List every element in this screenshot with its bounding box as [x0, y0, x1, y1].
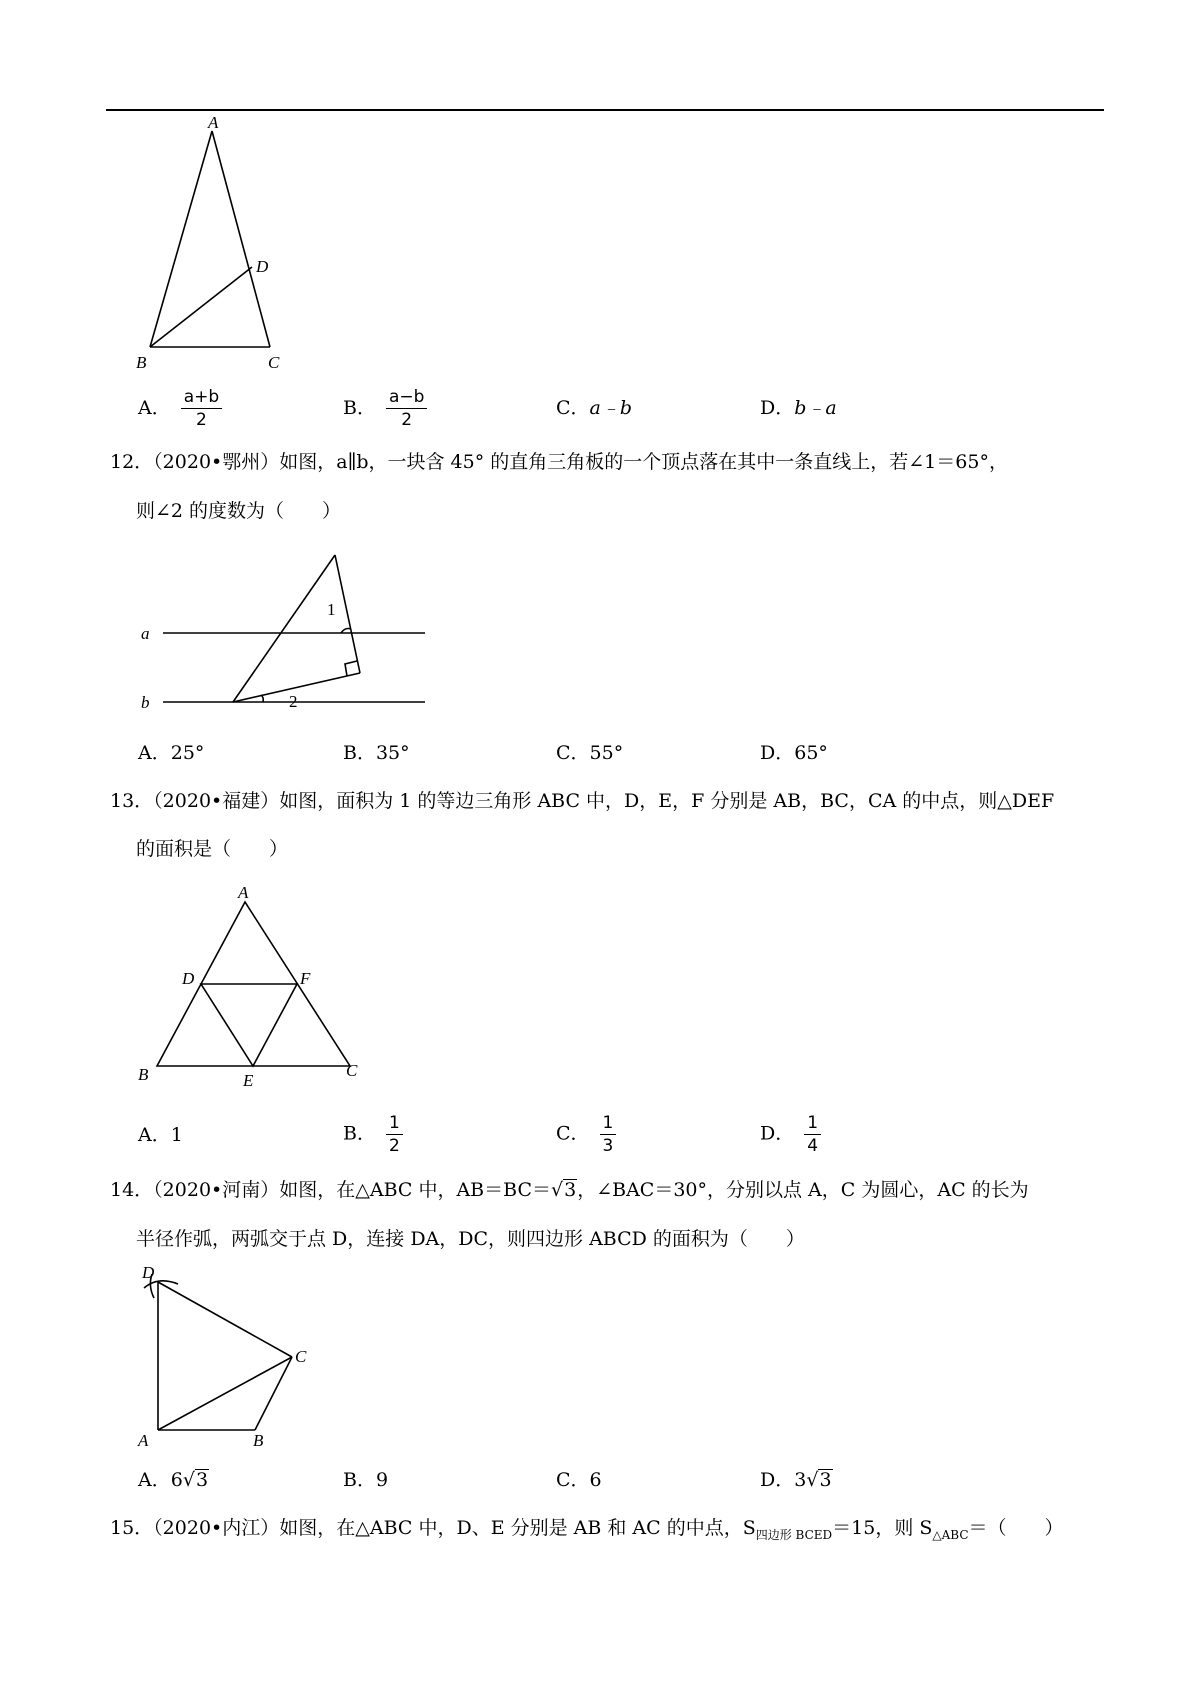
q12-option-b [343, 741, 410, 765]
sqrt-radicand: 3 [819, 1469, 832, 1491]
q14-option-d [760, 1468, 833, 1492]
option-label: A． [138, 396, 171, 419]
q13-stem-line1: 13．（2020•福建）如图，面积为 1 的等边三角形 ABC 中，D，E，F 分别是 AB，BC，CA 的中点，则△DEF [110, 790, 1055, 812]
numerator: a+b [181, 386, 222, 409]
q12-triangle-leg1 [335, 555, 360, 673]
sqrt-sign: √ [182, 1469, 195, 1491]
q11-option-a [138, 386, 222, 431]
numerator: 1 [386, 1112, 403, 1135]
q13-label-d: D [182, 969, 195, 988]
option-label: A． [138, 1124, 171, 1146]
subscript: 四边形 BCED [755, 1527, 833, 1542]
numerator: 1 [804, 1112, 821, 1135]
option-label: C． [556, 742, 590, 764]
q12-label-1: 1 [327, 600, 336, 619]
option-text: 35° [375, 742, 410, 764]
fraction [804, 1112, 821, 1157]
option-coef: 6 [170, 1469, 183, 1491]
option-label: C． [556, 1122, 590, 1145]
q14-label-d: D [142, 1263, 155, 1282]
q12-figure [135, 545, 435, 720]
q12-label-a: a [141, 624, 150, 643]
option-label: B． [343, 1122, 376, 1145]
option-label: B． [343, 396, 376, 419]
numerator: 1 [600, 1112, 617, 1135]
option-text: 25° [170, 742, 205, 764]
q13-triangle-def [201, 984, 297, 1066]
q12-option-d [760, 741, 828, 765]
q12-option-c [556, 741, 623, 765]
option-label: B． [343, 742, 376, 764]
q13-option-b [343, 1112, 403, 1157]
q13-label-e: E [243, 1071, 254, 1090]
q11-label-a: A [208, 115, 219, 132]
q14-option-c [556, 1468, 602, 1492]
q12-label-2: 2 [289, 692, 298, 711]
option-text: 65° [794, 742, 828, 764]
q14-stem-line1 [110, 1178, 1029, 1202]
fraction [386, 386, 427, 431]
denominator: 3 [602, 1136, 614, 1156]
q13-option-c [556, 1112, 616, 1157]
q11-label-d: D [256, 257, 269, 276]
q14-label-b: B [253, 1431, 264, 1450]
option-text: 55° [589, 742, 624, 764]
q14-segment-dc [158, 1282, 292, 1357]
q12-angle2-arc [261, 695, 263, 702]
option-label: D． [760, 1469, 795, 1491]
option-label: C． [556, 397, 590, 419]
option-text: 6 [589, 1469, 602, 1491]
option-label: A． [138, 742, 171, 764]
q11-option-c [556, 396, 632, 420]
stem-text: ＝15，则 S [832, 1517, 933, 1539]
subscript: △ABC [932, 1527, 969, 1542]
q11-label-c: C [268, 353, 280, 372]
sqrt-radicand: 3 [195, 1469, 209, 1491]
fraction [386, 1112, 403, 1157]
q14-stem-line2: 半径作弧，两弧交于点 D，连接 DA，DC，则四边形 ABCD 的面积为（ ） [136, 1228, 805, 1250]
q11-segment-bd [150, 267, 252, 347]
q14-label-a: A [138, 1431, 149, 1450]
option-coef: 3 [794, 1469, 807, 1491]
denominator: 2 [401, 410, 413, 430]
denominator: 2 [388, 1136, 400, 1156]
q11-label-b: B [136, 353, 147, 372]
q13-option-d [760, 1112, 821, 1157]
q13-label-f: F [300, 969, 311, 988]
q13-label-c: C [346, 1061, 358, 1080]
denominator: 4 [807, 1136, 819, 1156]
q11-option-b [343, 386, 427, 431]
q11-side-ab [150, 131, 212, 347]
denominator: 2 [196, 410, 207, 430]
sqrt-sign: √ [551, 1179, 564, 1201]
numerator: a−b [386, 386, 427, 409]
option-text: a﹣b [589, 397, 633, 419]
fraction [600, 1112, 617, 1157]
q15-stem [110, 1516, 1064, 1547]
q13-label-a: A [238, 883, 249, 902]
stem-text: ，∠BAC＝30°，分别以点 A，C 为圆心，AC 的长为 [577, 1179, 1029, 1201]
q12-option-a [138, 741, 204, 765]
option-text: 9 [375, 1469, 389, 1491]
q12-stem-line2: 则∠2 的度数为（ ） [136, 500, 342, 522]
q12-label-b: b [141, 693, 150, 712]
stem-text: 14．（2020•河南）如图，在△ABC 中，AB＝BC＝ [110, 1179, 551, 1201]
q11-side-ac [212, 131, 270, 347]
option-text: 1 [170, 1124, 183, 1146]
q11-figure [130, 115, 290, 375]
q13-label-b: B [138, 1065, 149, 1084]
option-label: D． [760, 742, 795, 764]
q13-figure [130, 880, 370, 1090]
stem-text: ＝（ ） [968, 1517, 1064, 1539]
q14-option-b [343, 1468, 388, 1492]
q14-label-c: C [295, 1347, 307, 1366]
q13-stem-line2: 的面积是（ ） [136, 838, 289, 860]
q14-option-a [138, 1468, 209, 1492]
q13-option-a [138, 1123, 183, 1147]
sqrt-radicand: 3 [564, 1179, 577, 1201]
option-label: D． [760, 1122, 795, 1145]
option-label: A． [138, 1469, 171, 1491]
fraction [181, 386, 222, 431]
q12-stem-line1: 12．（2020•鄂州）如图，a∥b，一块含 45° 的直角三角板的一个顶点落在其中一条直线上，若∠1＝65°， [110, 451, 1008, 473]
option-text: b﹣a [794, 397, 837, 419]
option-label: C． [556, 1469, 590, 1491]
sqrt-sign: √ [806, 1469, 819, 1491]
stem-text: 15．（2020•内江）如图，在△ABC 中，D、E 分别是 AB 和 AC 的中点，S [110, 1517, 756, 1539]
q14-figure [130, 1262, 320, 1452]
q12-triangle-hyp [233, 555, 335, 702]
header-rule [106, 109, 1104, 111]
q11-option-d [760, 396, 837, 420]
option-label: D． [760, 397, 795, 419]
option-label: B． [343, 1469, 376, 1491]
q14-segment-ac [158, 1357, 292, 1430]
